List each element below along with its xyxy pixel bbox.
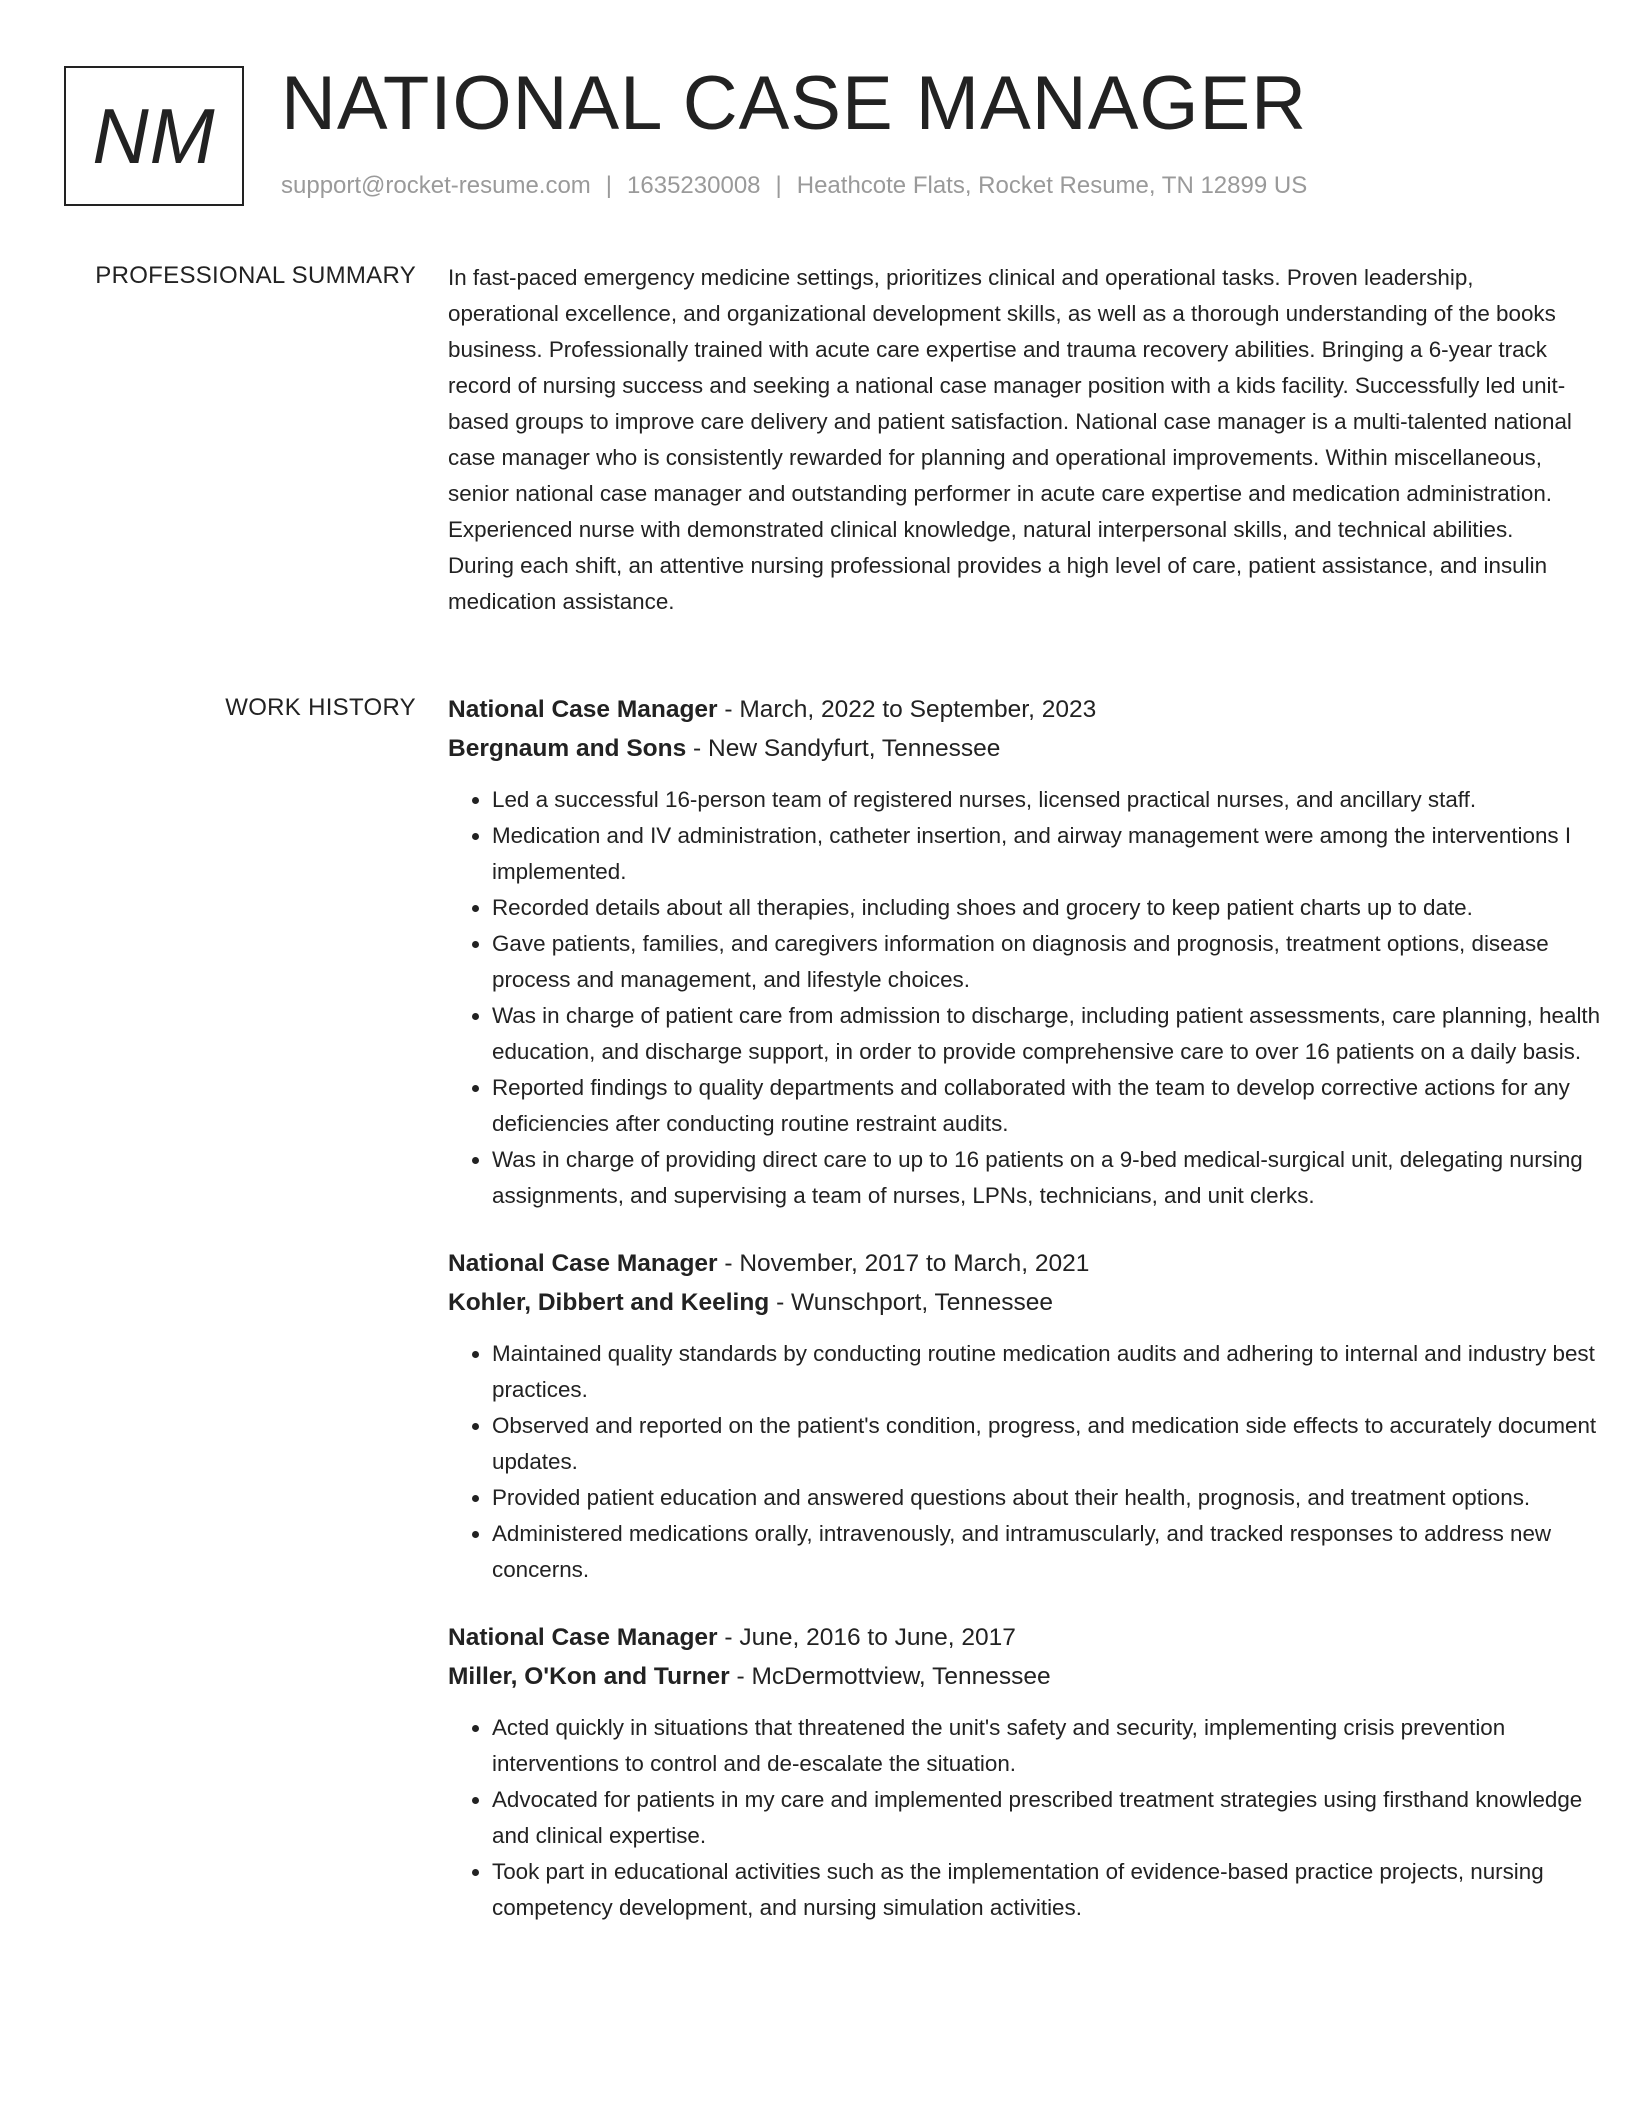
job-bullet: • Gave patients, families, and caregivers information on diagnosis and prognosis, treatment options, disease process and management, and lifestyle choices. xyxy=(492,926,1602,998)
section-label-summary: PROFESSIONAL SUMMARY xyxy=(95,262,416,289)
section-label-work-history: WORK HISTORY xyxy=(225,694,416,721)
job-title: National Case Manager xyxy=(448,1250,718,1277)
job-entry xyxy=(448,1244,1628,1588)
job-title-line xyxy=(448,1244,1628,1283)
job-dates: - June, 2016 to June, 2017 xyxy=(717,1624,1016,1651)
job-bullet-list xyxy=(448,1710,1602,1926)
job-company: Bergnaum and Sons xyxy=(448,735,687,762)
job-company: Miller, O'Kon and Turner xyxy=(448,1663,730,1690)
job-company: Kohler, Dibbert and Keeling xyxy=(448,1289,770,1316)
job-company-line xyxy=(448,729,1628,768)
job-bullet: • Recorded details about all therapies, including shoes and grocery to keep patient charts up to date. xyxy=(492,890,1602,926)
summary-body xyxy=(448,260,1628,620)
job-bullet: • Administered medications orally, intravenously, and intramuscularly, and tracked responses to address new concerns. xyxy=(492,1516,1602,1588)
job-bullet: • Took part in educational activities such as the implementation of evidence-based practice projects, nursing competency development, and nursing simulation activities. xyxy=(492,1854,1602,1926)
resume-header xyxy=(64,61,1564,216)
contact-phone: 1635230008 xyxy=(627,172,761,199)
job-bullet: • Was in charge of patient care from admission to discharge, including patient assessments, care planning, health education, and discharge support, in order to provide comprehensive care to over 16 patients on a daily basis. xyxy=(492,998,1602,1070)
job-bullet: • Reported findings to quality departments and collaborated with the team to develop corrective actions for any deficiencies after conducting routine restraint audits. xyxy=(492,1070,1602,1142)
job-bullet-list xyxy=(448,782,1602,1214)
contact-email: support@rocket-resume.com xyxy=(281,172,591,199)
job-bullet: • Was in charge of providing direct care to up to 16 patients on a 9-bed medical-surgical unit, delegating nursing assignments, and supervising a team of nurses, LPNs, technicians, and unit clerks. xyxy=(492,1142,1602,1214)
work-history-body xyxy=(448,690,1628,1956)
monogram-logo: NM xyxy=(64,66,244,206)
summary-text: In fast-paced emergency medicine settings, prioritizes clinical and operational tasks. Proven leadership, operational excellence, and organizational development skills, as well as a thorough understanding of the books business. Professionally trained with acute care expertise and trauma recovery abilities. Bringing a 6-year track record of nursing success and seeking a national case manager position with a kids facility. Successfully led unit-based groups to improve care delivery and patient satisfaction. National case manager is a multi-talented national case manager who is consistently rewarded for planning and operational improvements. Within miscellaneous, senior national case manager and outstanding performer in acute care expertise and medication administration. Experienced nurse with demonstrated clinical knowledge, natural interpersonal skills, and technical abilities. During each shift, an attentive nursing professional provides a high level of care, patient assistance, and insulin medication assistance. xyxy=(448,265,1572,614)
job-bullet: • Maintained quality standards by conducting routine medication audits and adhering to internal and industry best practices. xyxy=(492,1336,1602,1408)
candidate-name: NATIONAL CASE MANAGER xyxy=(281,61,1308,146)
job-bullet: • Medication and IV administration, catheter insertion, and airway management were among the interventions I implemented. xyxy=(492,818,1602,890)
job-company-line xyxy=(448,1657,1628,1696)
job-location: - New Sandyfurt, Tennessee xyxy=(686,735,1001,762)
job-bullet: • Led a successful 16-person team of registered nurses, licensed practical nurses, and ancillary staff. xyxy=(492,782,1602,818)
job-entry xyxy=(448,690,1628,1214)
job-location: - McDermottview, Tennessee xyxy=(729,1663,1051,1690)
job-location: - Wunschport, Tennessee xyxy=(769,1289,1053,1316)
job-bullet: • Observed and reported on the patient's condition, progress, and medication side effects to accurately document updates. xyxy=(492,1408,1602,1480)
job-title-line xyxy=(448,1618,1628,1657)
job-company-line xyxy=(448,1283,1628,1322)
job-dates: - November, 2017 to March, 2021 xyxy=(717,1250,1090,1277)
job-title-line xyxy=(448,690,1628,729)
job-title: National Case Manager xyxy=(448,696,718,723)
job-bullet: • Provided patient education and answered questions about their health, prognosis, and treatment options. xyxy=(492,1480,1602,1516)
contact-address: Heathcote Flats, Rocket Resume, TN 12899 US xyxy=(796,172,1308,199)
job-bullet-list xyxy=(448,1336,1602,1588)
job-dates: - March, 2022 to September, 2023 xyxy=(717,696,1097,723)
contact-separator: | xyxy=(775,172,782,199)
job-title: National Case Manager xyxy=(448,1624,718,1651)
job-bullet: • Acted quickly in situations that threatened the unit's safety and security, implementing crisis prevention interventions to control and de-escalate the situation. xyxy=(492,1710,1602,1782)
job-entry xyxy=(448,1618,1628,1926)
contact-separator: | xyxy=(605,172,613,199)
contact-line xyxy=(281,172,1307,200)
job-bullet: • Advocated for patients in my care and implemented prescribed treatment strategies using firsthand knowledge and clinical expertise. xyxy=(492,1782,1602,1854)
